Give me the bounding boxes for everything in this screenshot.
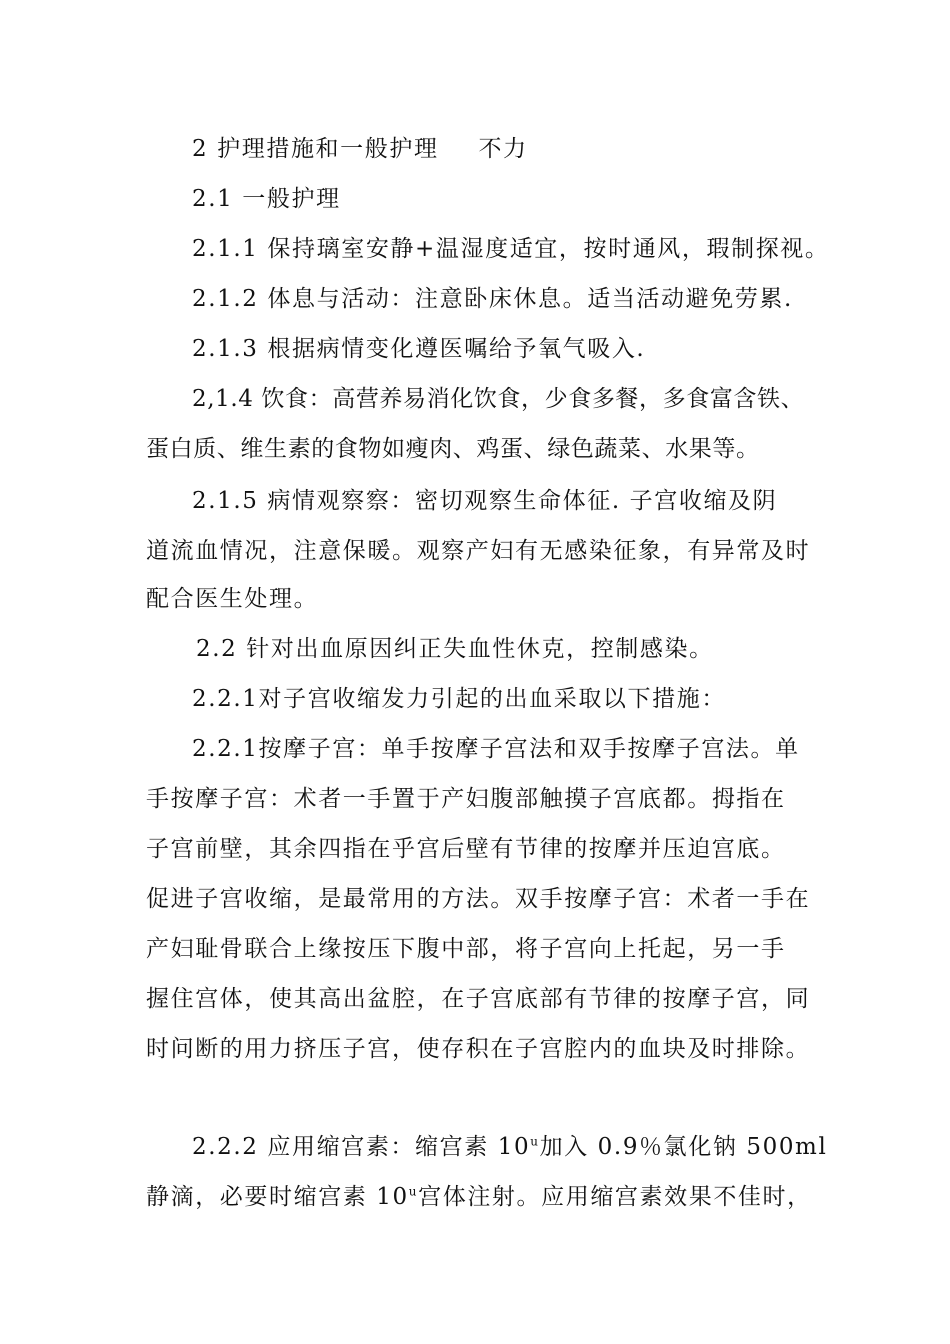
text-segment: 静滴，必要时缩宫素 10 bbox=[146, 1184, 409, 1210]
paragraph-2-1-5-line-2: 道流血情况，注意保暖。观察产妇有无感染征象，有异常及时 bbox=[146, 538, 811, 564]
paragraph-2-2-1-line-3: 子宫前壁，其余四指在乎宫后壁有节律的按摩并压迫宫底。 bbox=[146, 836, 786, 862]
text-segment: 加入 0.9％氯化钠 500ml bbox=[539, 1134, 828, 1160]
paragraph-2-2-1-line-5: 产妇耻骨联合上缘按压下腹中部，将子宫向上托起，另一手 bbox=[146, 936, 786, 962]
section-heading-2-2: 2.2 针对出血原因纠正失血性休克，控制感染。 bbox=[196, 636, 714, 662]
section-heading-2 bbox=[192, 134, 528, 164]
text-segment: 宫体注射。应用缩宫素效果不佳时， bbox=[418, 1184, 812, 1210]
paragraph-2-2-1-line-4: 促进子宫收缩，是最常用的方法。双手按摩子宫：术者一手在 bbox=[146, 886, 811, 912]
paragraph-2-1-4-line-1: 2,1.4 饮食：高营养易消化饮食，少食多餐，多食富含铁、 bbox=[192, 386, 805, 412]
paragraph-2-2-2-line-1 bbox=[192, 1132, 827, 1162]
paragraph-2-2-1-line-7: 时问断的用力挤压子宫，使存积在子宫腔内的血块及时排除。 bbox=[146, 1036, 811, 1062]
paragraph-2-2-1-line-6: 握住宫体，使其高出盆腔，在子宫底部有节律的按摩子宫，同 bbox=[146, 986, 811, 1012]
unit-superscript: u bbox=[408, 1184, 419, 1199]
paragraph-2-1-4-line-2: 蛋白质、维生素的食物如瘦肉、鸡蛋、绿色蔬菜、水果等。 bbox=[146, 436, 760, 462]
paragraph-2-1-5-line-1: 2.1.5 病情观察察：密切观察生命体征. 子宫收缩及阴 bbox=[192, 488, 778, 514]
text-segment: 2.2.2 应用缩宫素：缩宫素 10 bbox=[192, 1134, 531, 1160]
paragraph-2-1-2: 2.1.2 体息与活动：注意卧床休息。适当活动避免劳累. bbox=[192, 286, 793, 312]
heading-note: 不力 bbox=[478, 136, 528, 162]
paragraph-2-2-1-line-1: 2.2.1按摩子宫：单手按摩子宫法和双手按摩子宫法。单 bbox=[192, 736, 800, 762]
paragraph-2-2-1-line-2: 手按摩子宫：术者一手置于产妇腹部触摸子宫底都。拇指在 bbox=[146, 786, 786, 812]
paragraph-2-1-1: 2.1.1 保持璃室安静+温湿度适宜，按时通风，瑕制探视。 bbox=[192, 236, 830, 262]
paragraph-2-2-2-line-2 bbox=[146, 1182, 812, 1212]
section-heading-2-1: 2.1 一般护理 bbox=[192, 186, 341, 212]
paragraph-2-1-3: 2.1.3 根据病情变化遵医嘱给予氧气吸入. bbox=[192, 336, 646, 362]
paragraph-2-2-1-intro: 2.2.1对子宫收缩发力引起的出血采取以下措施： bbox=[192, 686, 726, 712]
paragraph-2-1-5-line-3: 配合医生处理。 bbox=[146, 586, 319, 612]
unit-superscript: u bbox=[530, 1134, 540, 1149]
heading-text: 2 护理措施和一般护理 bbox=[192, 136, 439, 162]
